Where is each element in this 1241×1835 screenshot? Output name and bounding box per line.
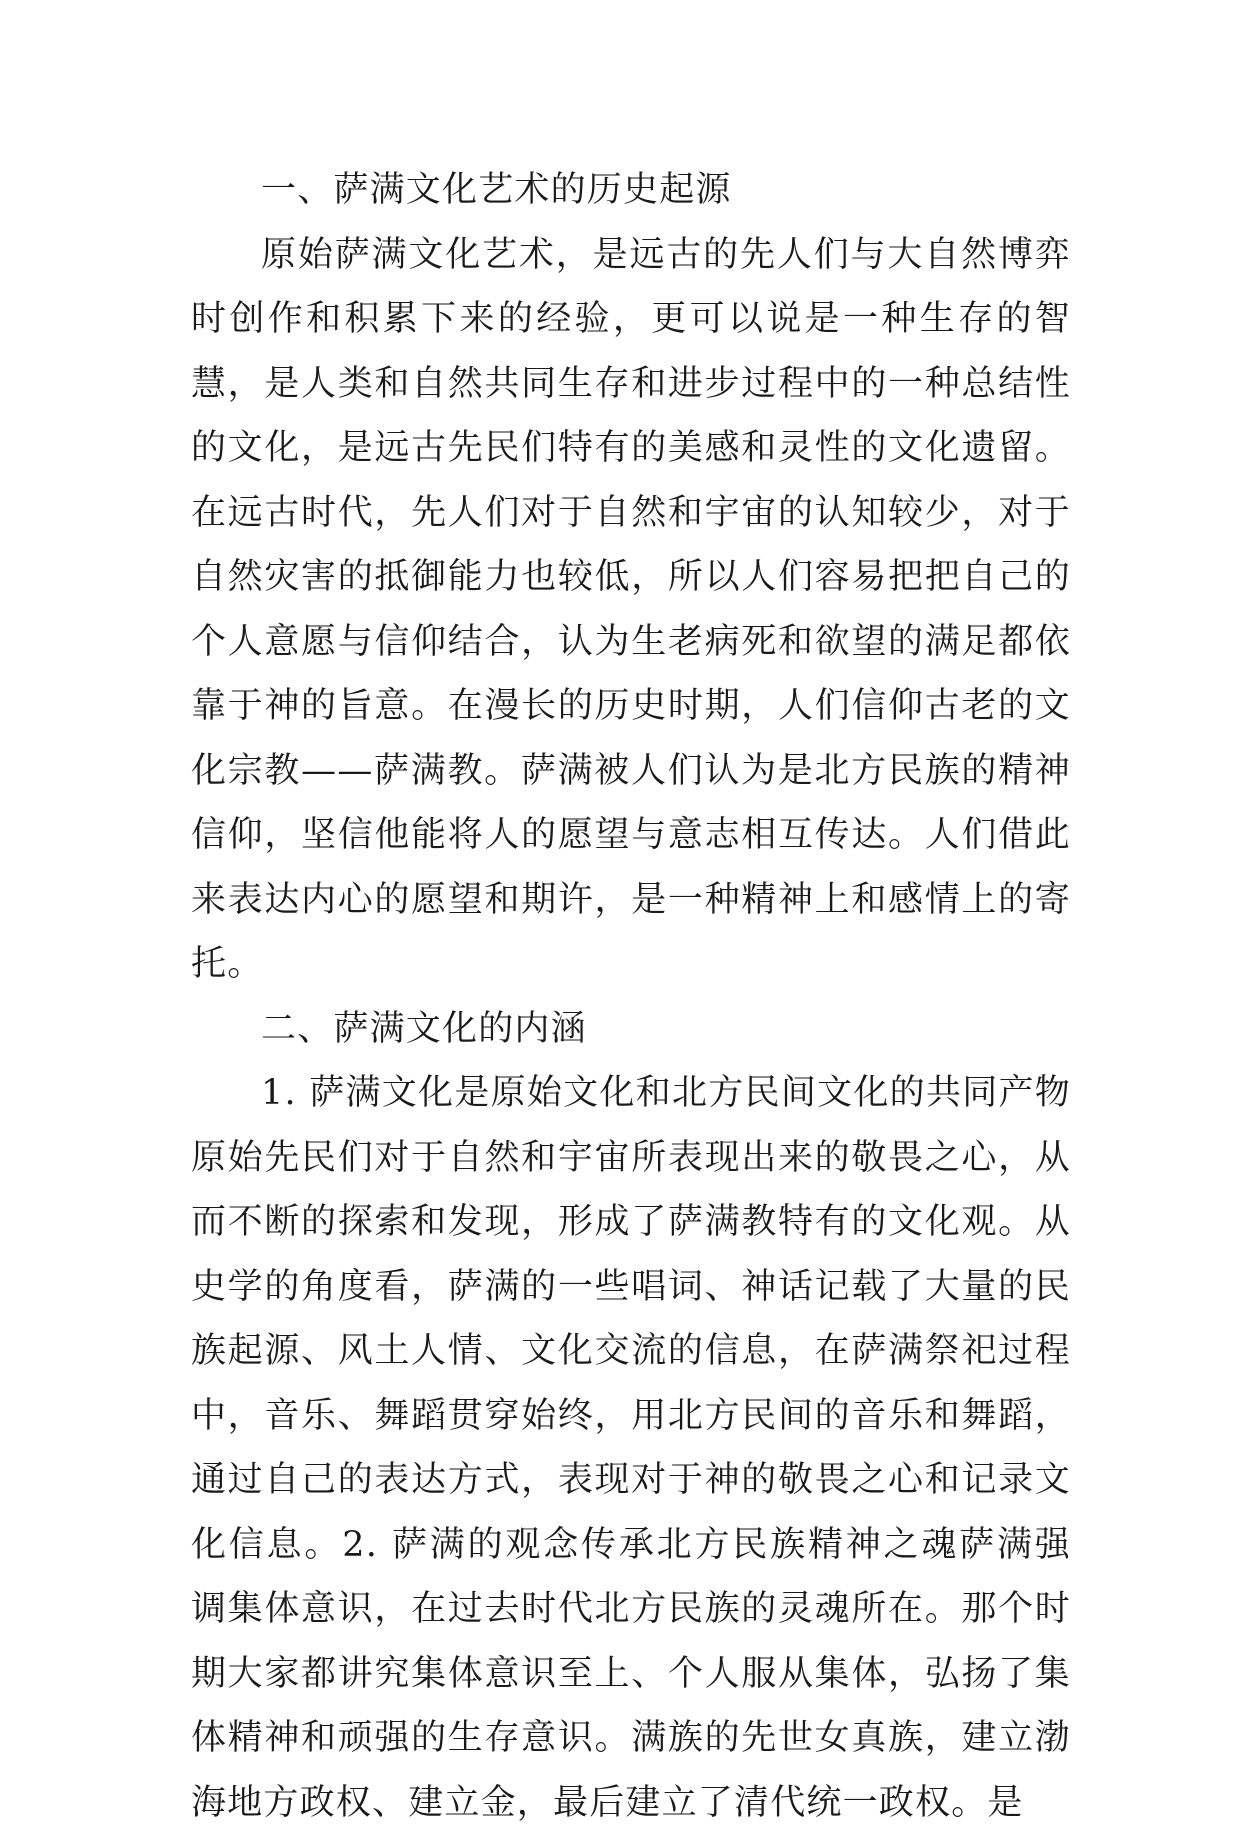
section-heading-history: 一、萨满文化艺术的历史起源	[261, 170, 732, 210]
paragraph-history-origin: 原始萨满文化艺术，是远古的先人们与大自然博弈时创作和积累下来的经验，更可以说是一种生存的智慧，是人类和自然共同生存和进步过程中的一种总结性的文化，是远古先民们特有的美感和灵性的文化遗留。在远古时代，先人们对于自然和宇宙的认知较少，对于自然灾害的抵御能力也较低，所以人们容易把把自己的个人意愿与信仰结合，认为生老病死和欲望的满足都依靠于神的旨意。在漫长的历史时期，人们信仰古老的文化宗教——萨满教。萨满被人们认为是北方民族的精神信仰，坚信他能将人的愿望与意志相互传达。人们借此来表达内心的愿望和期许，是一种精神上和感情上的寄托。	[191, 234, 1071, 984]
paragraph-connotation: 1. 萨满文化是原始文化和北方民间文化的共同产物原始先民们对于自然和宇宙所表现出来的敬畏之心，从而不断的探索和发现，形成了萨满教特有的文化观。从史学的角度看，萨满的一些唱词、神话记载了大量的民族起源、风土人情、文化交流的信息，在萨满祭祀过程中，音乐、舞蹈贯穿始终，用北方民间的音乐和舞蹈，通过自己的表达方式，表现对于神的敬畏之心和记录文化信息。2. 萨满的观念传承北方民族精神之魂萨满强调集体意识，在过去时代北方民族的灵魂所在。那个时期大家都讲究集体意识至上、个人服从集体，弘扬了集体精神和顽强的生存意识。满族的先世女真族，建立渤海地方政权、建立金，最后建立了清代统一政权。是	[191, 1073, 1071, 1823]
section-heading-connotation: 二、萨满文化的内涵	[261, 1008, 587, 1049]
document-body	[191, 158, 1071, 1835]
